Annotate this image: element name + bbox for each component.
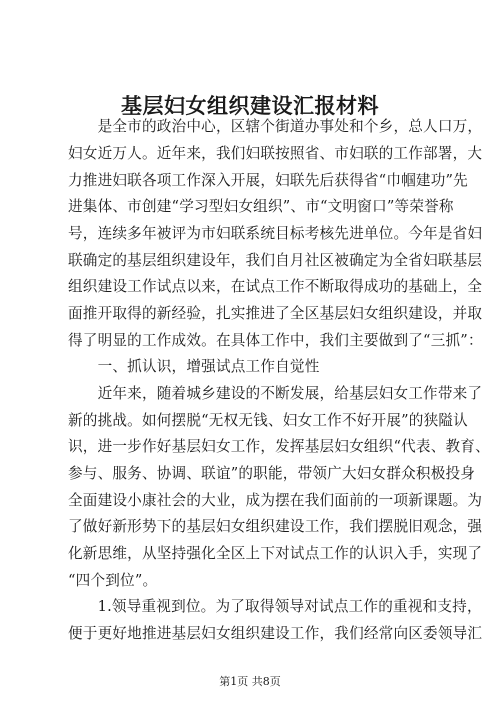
body-line: 组织建设工作试点以来，在试点工作不断取得成功的基础上，全 [68, 278, 483, 295]
page-title: 基层妇女组织建设汇报材料 [121, 93, 379, 118]
body-line: 是全市的政治中心，区辖个街道办事处和个乡，总人口万， [68, 118, 483, 135]
body-line: 近年来，随着城乡建设的不断发展，给基层妇女工作带来了 [68, 385, 483, 402]
body-line: 联确定的基层组织建设年，我们自月社区被确定为全省妇联基层 [68, 252, 483, 269]
body-line: 参与、服务、协调、联谊”的职能，带领广大妇女群众积极投身 [68, 465, 476, 482]
body-line: 力推进妇联各项工作深入开展，妇联先后获得省“巾帼建功”先 [68, 172, 468, 189]
page-footer: 第1页 共8页 [219, 675, 281, 688]
body-line: 识，进一步作好基层妇女工作，发挥基层妇女组织“代表、教育、 [68, 438, 490, 455]
body-line: 面推开取得的新经验，扎实推进了全区基层妇女组织建设，并取 [68, 305, 483, 322]
body-line: 化新思维，从坚持强化全区上下对试点工作的认识入手，实现了 [68, 545, 483, 562]
body-line: 了做好新形势下的基层妇女组织建设工作，我们摆脱旧观念，强 [68, 518, 483, 535]
body-line: 妇女近万人。近年来，我们妇联按照省、市妇联的工作部署，大 [68, 145, 483, 162]
body-line: 便于更好地推进基层妇女组织建设工作，我们经常向区委领导汇 [68, 625, 483, 642]
section-heading: 一、抓认识，增强试点工作自觉性 [68, 358, 320, 375]
body-line: 号，连续多年被评为市妇联系统目标考核先进单位。今年是省妇 [68, 225, 483, 242]
body-line: 1.领导重视到位。为了取得领导对试点工作的重视和支持， [68, 598, 482, 615]
body-line: 全面建设小康社会的大业，成为摆在我们面前的一项新课题。为 [68, 492, 483, 509]
body-line: 得了明显的工作成效。在具体工作中，我们主要做到了“三抓”： [68, 332, 483, 349]
body-line: 新的挑战。如何摆脱“无权无钱、妇女工作不好开展”的狭隘认 [68, 412, 468, 429]
body-line: 进集体、市创建“学习型妇女组织”、市“文明窗口”等荣誉称 [68, 198, 454, 215]
body-line: “四个到位”。 [68, 572, 158, 589]
